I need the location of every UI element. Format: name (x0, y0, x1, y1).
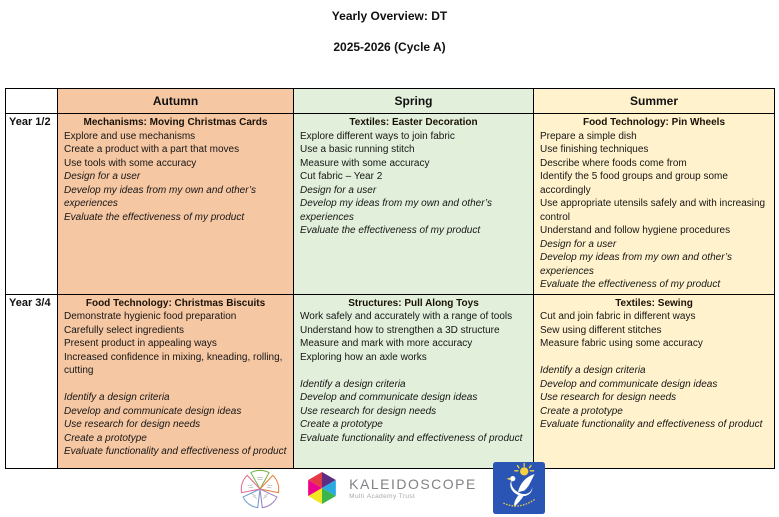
unit-title: Textiles: Easter Decoration (349, 117, 478, 128)
season-header-row (6, 89, 775, 114)
design-skill-line: Develop my ideas from my own and other’s experiences (540, 252, 732, 277)
unit-title: Food Technology: Pin Wheels (582, 117, 726, 128)
design-skill-line: Design for a user (64, 171, 141, 182)
design-skill-line: Develop and communicate design ideas (64, 405, 242, 417)
design-skill-line: Create a prototype (300, 419, 383, 430)
design-skill-line: Evaluate functionality and effectiveness of product (300, 432, 523, 444)
unit-cell (534, 294, 775, 468)
page-title: Yearly Overview: DT (331, 9, 448, 23)
design-skill-line: Design for a user (540, 238, 617, 250)
skill-line: Create a product with a part that moves (64, 144, 240, 155)
skill-line: Increased confidence in mixing, kneading, rolling, cutting (64, 351, 283, 376)
skill-line: Sew using different stitches (540, 324, 662, 336)
row-label-year-3-4: Year 3/4 (6, 294, 58, 468)
design-skill-line: Evaluate the effectiveness of my product (300, 225, 481, 236)
kaleidoscope-name: KALEIDOSCOPE (349, 475, 477, 492)
skill-line: Understand and follow hygiene procedures (540, 225, 731, 236)
design-skill-line: Evaluate functionality and effectiveness of product (540, 419, 763, 430)
design-skill-line: Identify a design criteria (300, 378, 406, 390)
skill-line: Measure fabric using some accuracy (540, 338, 703, 349)
skill-line: Measure with some accuracy (300, 157, 430, 169)
blank-line (540, 351, 768, 365)
curriculum-wheel-logo (234, 462, 286, 514)
skill-line: Measure and mark with more accuracy (300, 338, 473, 349)
blank-line (64, 378, 287, 392)
unit-cell (58, 294, 294, 468)
design-skill-line: Develop my ideas from my own and other’s experiences (300, 198, 492, 223)
skill-line: Use a basic running stitch (300, 144, 415, 155)
skill-line: Explore and use mechanisms (64, 130, 196, 142)
design-skill-line: Create a prototype (540, 405, 623, 417)
design-skill-line: Design for a user (300, 184, 377, 196)
skill-line: Exploring how an axle works (300, 351, 427, 363)
design-skill-line: Use research for design needs (64, 419, 201, 430)
row-label-year-1-2: Year 1/2 (6, 114, 58, 295)
blank-line (300, 364, 527, 378)
skill-line: Describe where foods come from (540, 157, 687, 169)
design-skill-line: Create a prototype (64, 432, 147, 444)
kaleidoscope-trust-logo (302, 467, 477, 509)
skill-line: Understand how to strengthen a 3D structure (300, 324, 500, 336)
skill-line: Explore different ways to join fabric (300, 130, 455, 142)
table-row (6, 294, 775, 468)
skill-line: Present product in appealing ways (64, 338, 217, 349)
design-skill-line: Identify a design criteria (540, 365, 646, 376)
kaleidoscope-text-block (349, 477, 477, 500)
unit-title: Structures: Pull Along Toys (348, 297, 479, 309)
skill-line: Identify the 5 food groups and group some accordingly (540, 171, 728, 196)
skill-line: Use finishing techniques (540, 144, 649, 155)
dove-school-icon (493, 462, 545, 514)
design-skill-line: Develop my ideas from my own and other’s experiences (64, 184, 256, 209)
table-corner-cell (6, 89, 58, 114)
skill-line: Cut and join fabric in different ways (540, 311, 696, 322)
table-body (6, 114, 775, 469)
skill-line: Cut fabric – Year 2 (300, 171, 383, 182)
design-skill-line: Identify a design criteria (64, 392, 170, 403)
skill-line: Prepare a simple dish (540, 130, 637, 142)
unit-title: Textiles: Sewing (615, 297, 693, 309)
column-header-spring: Spring (294, 89, 534, 114)
design-skill-line: Evaluate the effectiveness of my product (540, 279, 721, 290)
unit-title: Mechanisms: Moving Christmas Cards (83, 117, 268, 128)
unit-cell (58, 114, 294, 295)
skill-line: Use appropriate utensils safely and with increasing control (540, 198, 766, 223)
design-skill-line: Use research for design needs (540, 392, 677, 403)
skill-line: Demonstrate hygienic food preparation (64, 311, 237, 322)
footer-logos (0, 461, 779, 515)
yearly-overview-table (5, 88, 775, 469)
unit-title: Food Technology: Christmas Biscuits (85, 297, 266, 309)
design-skill-line: Develop and communicate design ideas (540, 378, 718, 390)
unit-cell (294, 114, 534, 295)
skill-line: Use tools with some accuracy (64, 157, 197, 169)
table-header-row (6, 89, 775, 114)
design-skill-line: Evaluate functionality and effectiveness of product (64, 446, 287, 457)
kaleidoscope-icon (302, 467, 342, 509)
dove-school-logo (493, 462, 545, 514)
design-skill-line: Evaluate the effectiveness of my product (64, 211, 245, 223)
unit-cell (294, 294, 534, 468)
skill-line: Carefully select ingredients (64, 324, 185, 336)
page-subtitle: 2025-2026 (Cycle A) (333, 40, 446, 54)
design-skill-line: Use research for design needs (300, 405, 437, 417)
column-header-autumn: Autumn (58, 89, 294, 114)
kaleidoscope-tagline: Multi Academy Trust (349, 492, 416, 500)
skill-line: Work safely and accurately with a range of tools (300, 311, 513, 322)
unit-cell (534, 114, 775, 295)
curriculum-wheel-icon (234, 462, 286, 514)
design-skill-line: Develop and communicate design ideas (300, 392, 478, 403)
column-header-summer: Summer (534, 89, 775, 114)
table-row (6, 114, 775, 295)
